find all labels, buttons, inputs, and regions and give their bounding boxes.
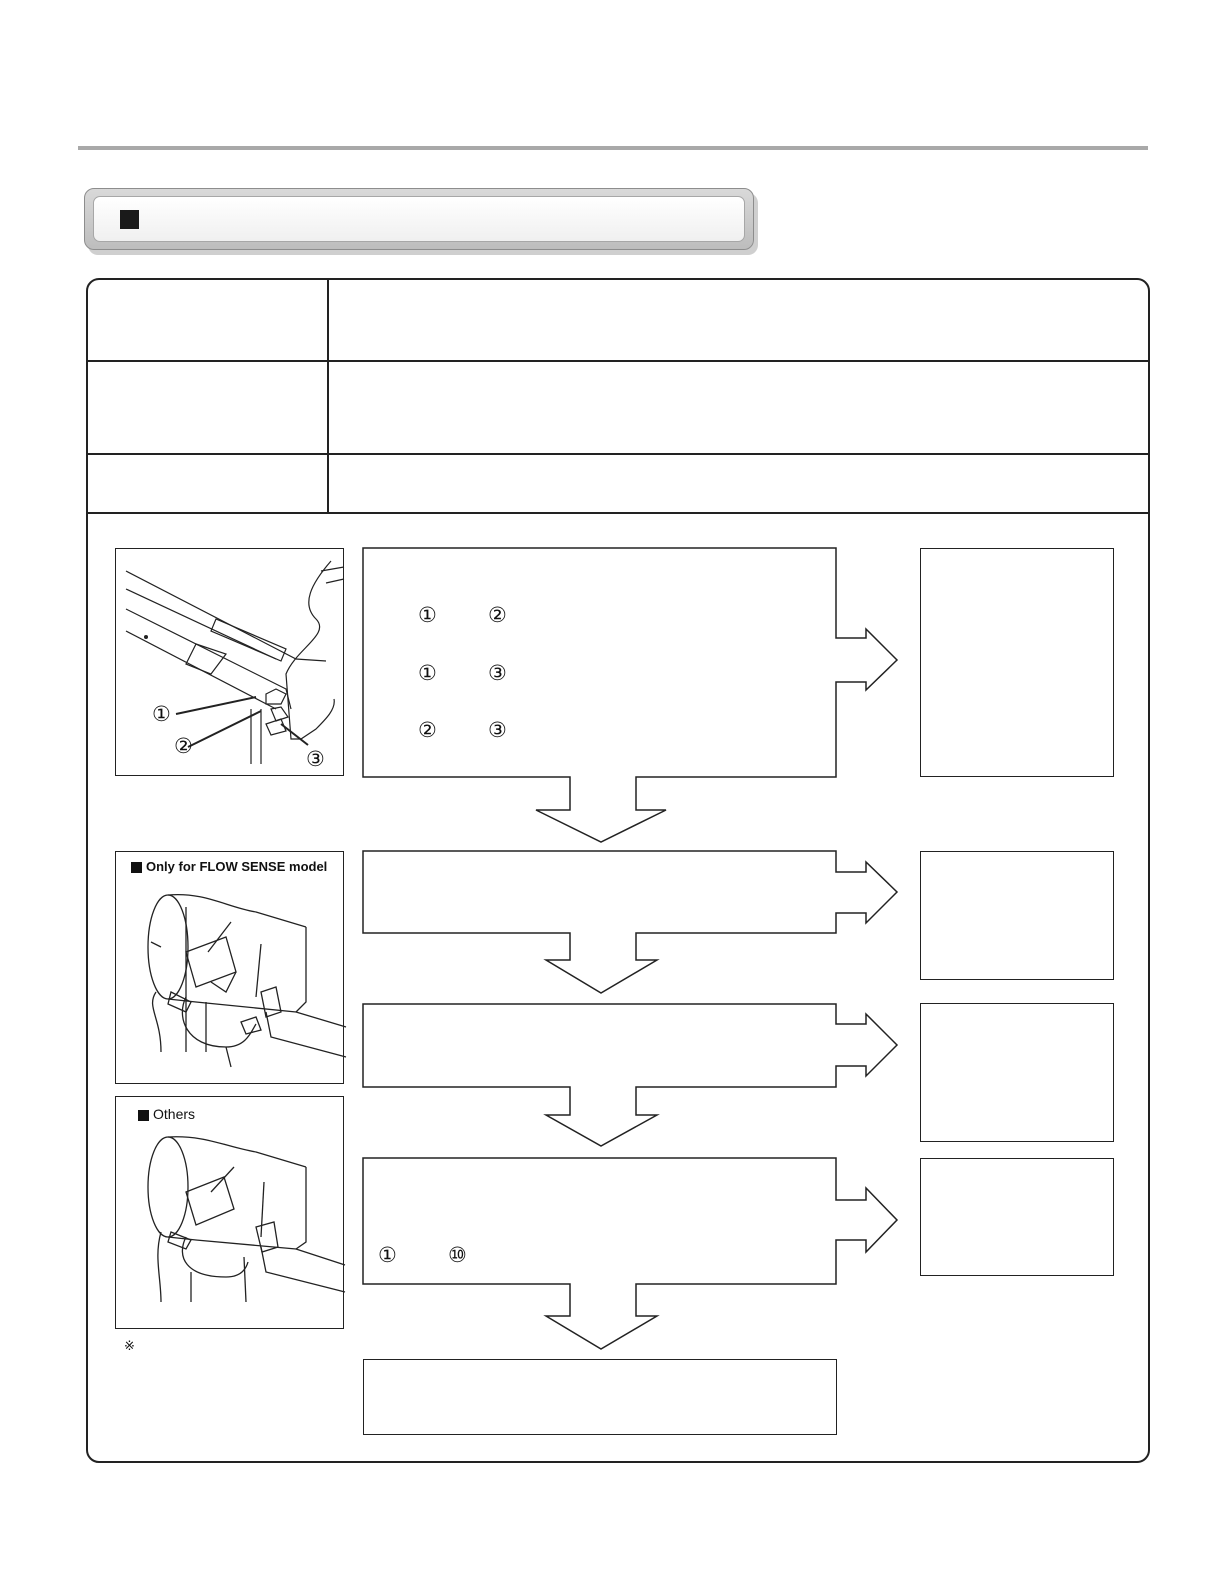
pair-1-b: ② <box>488 603 507 627</box>
flow-step-3 <box>363 1004 836 1087</box>
flow-step-final <box>363 1359 837 1435</box>
pair-3-b: ③ <box>488 718 507 742</box>
pair-1-a: ① <box>418 603 437 627</box>
pair-b: ⑩ <box>448 1243 467 1267</box>
result-box-1 <box>920 548 1114 777</box>
flow-step-4 <box>363 1158 836 1284</box>
footnote-symbol: ※ <box>124 1338 135 1353</box>
figure-others-title: Others <box>153 1106 196 1122</box>
pair-3-a: ② <box>418 718 437 742</box>
result-box-3 <box>920 1003 1114 1142</box>
callout-1: ① <box>152 702 171 726</box>
pair-2-b: ③ <box>488 661 507 685</box>
callout-2: ② <box>174 734 193 758</box>
flow-step-1 <box>363 548 836 777</box>
callout-3: ③ <box>306 747 325 771</box>
result-box-2 <box>920 851 1114 980</box>
pair-2-a: ① <box>418 661 437 685</box>
pair-a: ① <box>378 1243 397 1267</box>
flow-step-2 <box>363 851 836 933</box>
result-box-4 <box>920 1158 1114 1276</box>
figure-flow-sense-title: Only for FLOW SENSE model <box>146 859 328 874</box>
